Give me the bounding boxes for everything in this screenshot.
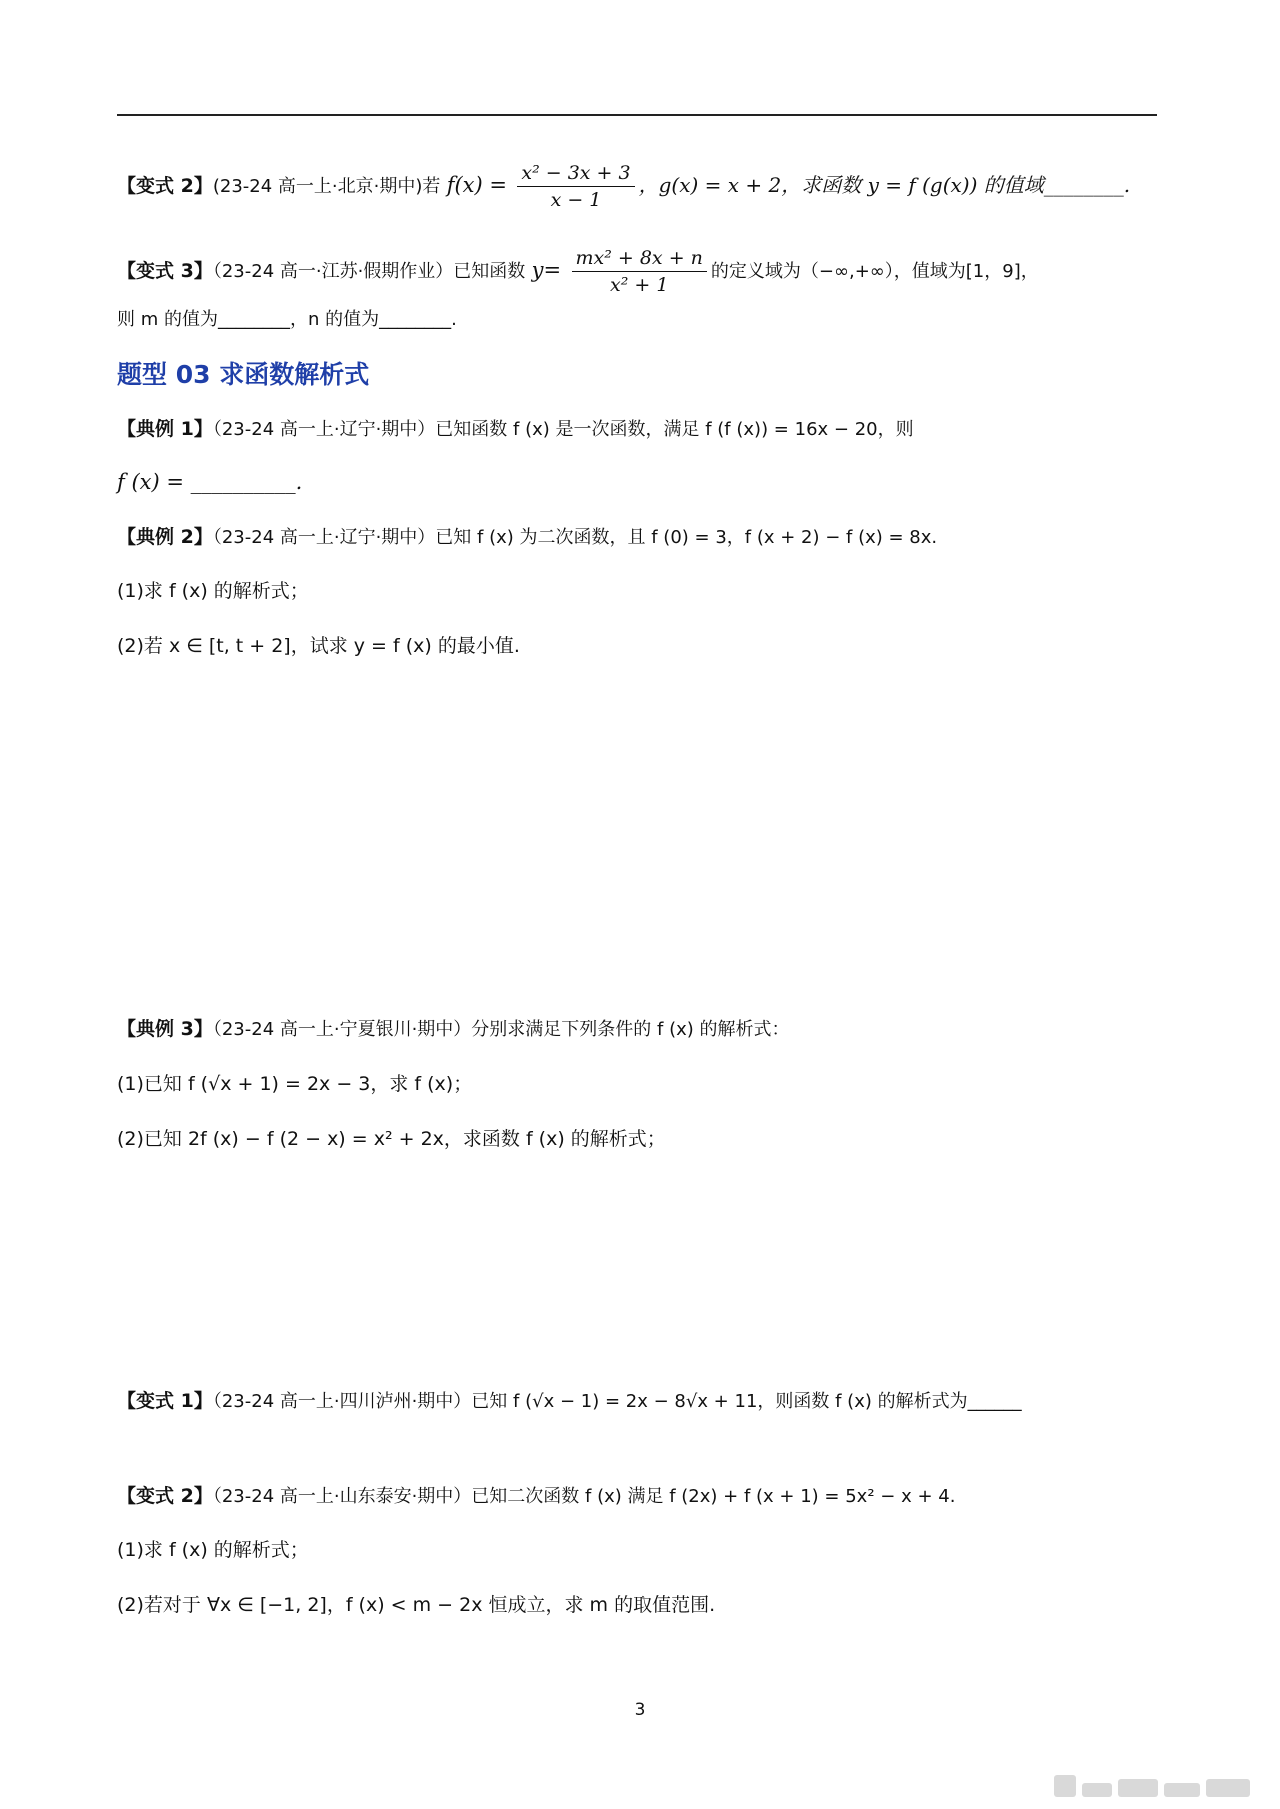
function-name: y= (531, 258, 562, 282)
fraction (517, 160, 634, 213)
denominator: x² + 1 (609, 274, 669, 296)
question-source: （23-24 高一·江苏·假期作业）已知函数 (212, 261, 526, 282)
watermark-bar (1164, 1783, 1200, 1797)
question-text: 的定义域为（−∞,+∞），值域为[1，9]， (710, 261, 1039, 282)
variant-2-part-1: (1)求 f (x) 的解析式； (117, 1539, 309, 1561)
example-2 (117, 521, 1167, 553)
watermark-bars (1054, 1775, 1250, 1797)
question-label: 【变式 1】 (117, 1390, 213, 1412)
section-heading: 题型 03 求函数解析式 (117, 360, 370, 389)
example-3 (117, 1013, 1167, 1045)
question-text: （23-24 高一上·宁夏银川·期中）分别求满足下列条件的 f (x) 的解析式： (212, 1019, 790, 1040)
question-label: 【变式 2】 (117, 1485, 213, 1507)
watermark-bar (1206, 1779, 1250, 1797)
variant-2-question (117, 160, 1167, 213)
watermark-bar (1082, 1783, 1112, 1797)
denominator: x − 1 (550, 189, 602, 211)
header-rule (117, 114, 1157, 116)
question-text: （23-24 高一上·辽宁·期中）已知 f (x) 为二次函数，且 f (0) = 3，f (x + 2) − f (x) = 8x. (212, 527, 938, 548)
variant-3-question (117, 245, 1167, 298)
question-text: （23-24 高一上·辽宁·期中）已知函数 f (x) 是一次函数，满足 f (f (x)) = 16x − 20，则 (212, 419, 914, 440)
numerator: mx² + 8x + n (572, 245, 707, 272)
question-label: 【变式 3】 (117, 260, 213, 282)
example-3-part-1: (1)已知 f (√x + 1) = 2x − 3，求 f (x)； (117, 1073, 473, 1095)
question-label: 【典例 1】 (117, 418, 213, 440)
question-text: ，g(x) = x + 2，求函数 y = f (g(x)) 的值域________. (638, 173, 1131, 197)
example-2-part-1: (1)求 f (x) 的解析式； (117, 580, 309, 602)
example-1 (117, 413, 1167, 445)
variant-3-line-2: 则 m 的值为________，n 的值为________. (117, 309, 457, 330)
fraction (572, 245, 707, 298)
function-name: f(x) = (446, 173, 507, 197)
variant-2 (117, 1480, 1167, 1512)
variant-1 (117, 1385, 1167, 1417)
page-number: 3 (634, 1700, 646, 1720)
question-source: (23-24 高一上·北京·期中)若 (212, 176, 441, 197)
numerator: x² − 3x + 3 (517, 160, 634, 187)
question-text: （23-24 高一上·四川泸州·期中）已知 f (√x − 1) = 2x − 8√x + 11，则函数 f (x) 的解析式为______ (212, 1391, 1022, 1412)
question-text: （23-24 高一上·山东泰安·期中）已知二次函数 f (x) 满足 f (2x) + f (x + 1) = 5x² − x + 4. (212, 1486, 956, 1507)
watermark-bar (1118, 1779, 1158, 1797)
example-2-part-2: (2)若 x ∈ [t, t + 2]，试求 y = f (x) 的最小值. (117, 635, 520, 657)
example-3-part-2: (2)已知 2f (x) − f (2 − x) = x² + 2x，求函数 f (x) 的解析式； (117, 1128, 666, 1150)
variant-2-part-2: (2)若对于 ∀x ∈ [−1, 2]，f (x) < m − 2x 恒成立，求 m 的取值范围. (117, 1594, 716, 1616)
question-label: 【变式 2】 (117, 175, 213, 197)
watermark-bar (1054, 1775, 1076, 1797)
example-1-line-2: f (x) = __________. (117, 470, 303, 494)
question-label: 【典例 2】 (117, 526, 213, 548)
question-label: 【典例 3】 (117, 1018, 213, 1040)
